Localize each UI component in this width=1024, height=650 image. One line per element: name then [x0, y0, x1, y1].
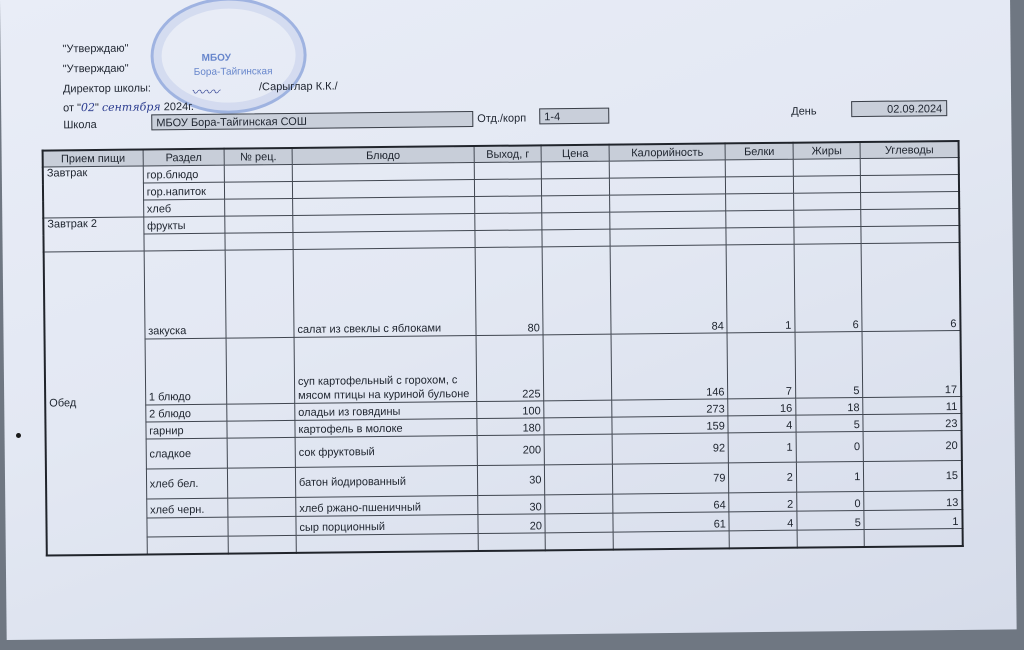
- fat-cell: 1: [796, 461, 864, 492]
- table-row: [45, 330, 962, 406]
- kcal-cell: 64: [613, 493, 730, 513]
- col-header-protein: Белки: [725, 143, 793, 160]
- approval-date: [63, 100, 194, 114]
- day-label: День: [791, 105, 817, 118]
- stamp-org: МБОУ: [201, 52, 231, 64]
- section-cell: гарнир: [146, 421, 228, 439]
- section-cell: 2 блюдо: [145, 404, 227, 422]
- dish-cell: сыр порционный: [296, 515, 478, 536]
- yield-cell: 30: [477, 465, 545, 496]
- yield-cell: 200: [477, 435, 545, 466]
- protein-cell: 2: [729, 492, 797, 512]
- meal-breakfast-2: Завтрак 2: [43, 217, 144, 252]
- protein-cell: 4: [728, 415, 796, 433]
- section-cell: хлеб бел.: [146, 468, 228, 499]
- section-cell: [147, 517, 229, 537]
- scan-dot: [16, 433, 21, 438]
- fat-cell: 0: [796, 431, 864, 462]
- protein-cell: 16: [728, 398, 796, 416]
- col-header-price: Цена: [541, 145, 609, 162]
- section-cell: хлеб черн.: [146, 498, 228, 518]
- kcal-cell: 159: [612, 416, 729, 434]
- col-header-dish: Блюдо: [292, 146, 474, 164]
- meal-breakfast: Завтрак: [43, 166, 144, 218]
- section-cell: гор.напиток: [143, 182, 225, 200]
- school-field: МБОУ Бора-Тайгинская СОШ: [151, 111, 473, 130]
- col-header-yield: Выход, г: [474, 145, 542, 162]
- fat-cell: 18: [796, 397, 864, 415]
- col-header-carbs: Углеводы: [860, 141, 958, 159]
- dept-field: 1-4: [539, 108, 609, 125]
- approve-line-2: "Утверждаю": [62, 62, 129, 76]
- school-stamp: [150, 0, 307, 114]
- date-mid: ": [94, 101, 99, 115]
- protein-cell: 4: [729, 511, 797, 531]
- director-label: Директор школы:: [62, 82, 151, 96]
- director-name: /Сарыглар К.К./: [258, 80, 338, 94]
- school-label: Школа: [63, 118, 97, 132]
- protein-cell: 1: [728, 432, 796, 463]
- dish-cell: хлеб ржано-пшеничный: [296, 496, 478, 517]
- date-day: 02: [80, 101, 96, 115]
- section-cell: гор.блюдо: [143, 165, 225, 183]
- kcal-cell: 84: [610, 245, 727, 334]
- date-year: 2024г.: [163, 100, 194, 114]
- dish-cell: салат из свеклы с яблоками: [293, 248, 476, 338]
- kcal-cell: 61: [613, 512, 730, 532]
- col-header-meal: Прием пищи: [43, 150, 143, 168]
- col-header-fat: Жиры: [793, 142, 861, 159]
- kcal-cell: 273: [612, 399, 729, 417]
- kcal-cell: 79: [612, 463, 729, 494]
- dept-label: Отд./корп: [477, 112, 527, 126]
- date-prefix: от ": [63, 102, 82, 115]
- dish-cell: оладьи из говядины: [295, 402, 477, 421]
- dish-cell: суп картофельный с горохом, с мясом птицы на куриной бульоне: [294, 336, 477, 404]
- section-cell: 1 блюдо: [145, 338, 227, 405]
- carbs-cell: 23: [863, 413, 961, 431]
- kcal-cell: 92: [612, 433, 729, 464]
- fat-cell: 0: [797, 491, 865, 511]
- stamp-text: Бора-Тайгинская: [193, 66, 273, 78]
- protein-cell: 1: [726, 244, 794, 333]
- protein-cell: 2: [729, 462, 797, 493]
- carbs-cell: 20: [863, 430, 961, 461]
- yield-cell: 30: [478, 495, 546, 515]
- carbs-cell: 15: [864, 460, 962, 491]
- carbs-cell: 17: [862, 330, 961, 397]
- section-cell: закуска: [144, 250, 227, 339]
- carbs-cell: 1: [864, 509, 962, 529]
- yield-cell: 100: [477, 401, 545, 419]
- col-header-kcal: Калорийность: [609, 143, 726, 161]
- approve-line-1: "Утверждаю": [62, 42, 129, 56]
- dish-cell: сок фруктовый: [295, 436, 477, 468]
- protein-cell: 7: [727, 332, 795, 399]
- day-field: 02.09.2024: [851, 100, 947, 117]
- dish-cell: картофель в молоке: [295, 419, 477, 438]
- yield-cell: 80: [475, 247, 543, 336]
- carbs-cell: 13: [864, 490, 962, 510]
- carbs-cell: 6: [861, 242, 960, 331]
- fat-cell: 5: [796, 414, 864, 432]
- date-month: сентября: [101, 100, 161, 114]
- director-signature: 〰〰: [190, 84, 220, 102]
- yield-cell: 20: [478, 514, 546, 534]
- col-header-section: Раздел: [143, 149, 225, 166]
- yield-cell: 225: [476, 335, 544, 402]
- fat-cell: 6: [794, 243, 862, 332]
- dish-cell: батон йодированный: [295, 466, 477, 498]
- meal-lunch: Обед: [44, 251, 147, 555]
- menu-table: [42, 140, 964, 556]
- section-cell: хлеб: [143, 199, 225, 217]
- section-cell: фрукты: [143, 216, 225, 234]
- section-cell: сладкое: [146, 438, 228, 469]
- yield-cell: 180: [477, 418, 545, 436]
- carbs-cell: 11: [863, 396, 961, 414]
- kcal-cell: 146: [611, 333, 728, 400]
- col-header-recipe: № рец.: [225, 148, 293, 165]
- fat-cell: 5: [795, 331, 863, 398]
- table-row: [44, 242, 961, 340]
- fat-cell: 5: [797, 510, 865, 530]
